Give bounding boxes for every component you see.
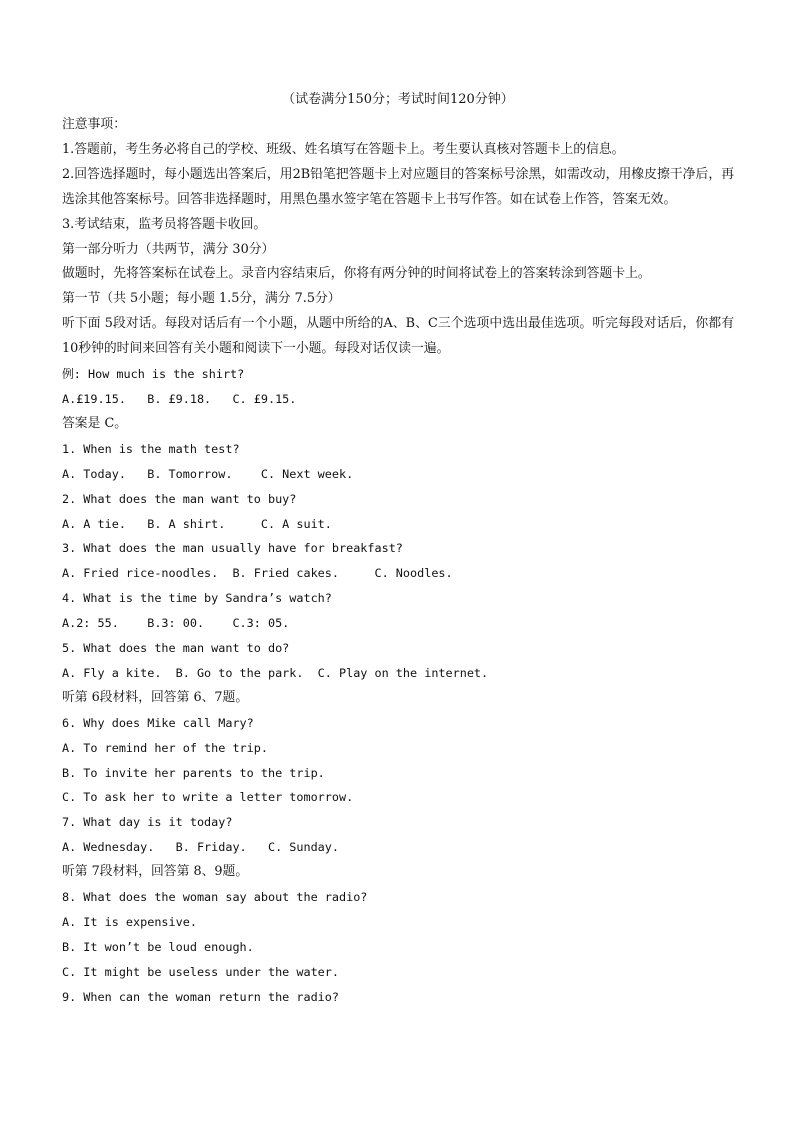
question-5-options: A. Fly a kite. B. Go to the park. C. Play on the internet. — [62, 665, 489, 680]
example-answer: 答案是 C。 — [62, 415, 128, 431]
exam-page — [62, 88, 734, 1010]
exam-header: （试卷满分150分；考试时间120分钟） — [282, 92, 514, 107]
notice-title: 注意事项： — [62, 117, 126, 132]
notice-item-2: 2.回答选择题时，每小题选出答案后，用2B铅笔把答题卡上对应题目的答案标号涂黑，如需改动，用橡皮擦干净后，再选涂其他答案标号。回答非选择题时，用黑色墨水签字笔在答题卡上书写作答。如在试卷上作答，答案无效。 — [62, 166, 734, 207]
example-question: 例: How much is the shirt? — [62, 367, 245, 382]
question-4-options: A.2: 55. B.3: 00. C.3: 05. — [62, 616, 290, 631]
question-1: 1. When is the math test? — [62, 441, 240, 456]
notice-item-3: 3.考试结束，监考员将答题卡收回。 — [62, 216, 267, 232]
part1-title: 第一部分听力（共两节，满分 30分） — [62, 241, 275, 257]
question-9: 9. When can the woman return the radio? — [62, 989, 339, 1004]
question-7-options: A. Wednesday. B. Friday. C. Sunday. — [62, 840, 339, 855]
question-8-option-a: A. It is expensive. — [62, 915, 197, 929]
question-6-option-a: A. To remind her of the trip. — [62, 740, 268, 755]
passage-6-instruction: 听第 6段材料，回答第 6、7题。 — [62, 689, 249, 705]
section1-title: 第一节（共 5小题；每小题 1.5分，满分 7.5分） — [62, 291, 341, 307]
question-2-options: A. A tie. B. A shirt. C. A suit. — [62, 516, 332, 531]
example-options: A.£19.15. B. £9.18. C. £9.15. — [62, 391, 297, 406]
question-8: 8. What does the woman say about the radio? — [62, 890, 368, 905]
question-7: 7. What day is it today? — [62, 815, 233, 830]
question-6-option-c: C. To ask her to write a letter tomorrow. — [62, 790, 354, 805]
section1-instruction: 听下面 5段对话。每段对话后有一个小题，从题中所给的A、B、C三个选项中选出最佳选项。听完每段对话后，你都有 10秒钟的时间来回答有关小题和阅读下一小题。每段对话仅读一遍。 — [62, 316, 734, 357]
notice-item-1: 1.答题前，考生务必将自己的学校、班级、姓名填写在答题卡上。考生要认真核对答题卡上的信息。 — [62, 141, 625, 157]
question-3-options: A. Fried rice-noodles. B. Fried cakes. C. Noodles. — [62, 566, 453, 581]
question-8-option-b: B. It won’t be loud enough. — [62, 939, 254, 954]
part1-instruction: 做题时，先将答案标在试卷上。录音内容结束后，你将有两分钟的时间将试卷上的答案转涂到答题卡上。 — [62, 266, 651, 282]
passage-7-instruction: 听第 7段材料，回答第 8、9题。 — [62, 864, 249, 880]
question-6: 6. Why does Mike call Mary? — [62, 715, 254, 730]
question-1-options: A. Today. B. Tomorrow. C. Next week. — [62, 466, 354, 481]
question-6-option-b: B. To invite her parents to the trip. — [62, 765, 325, 780]
question-4: 4. What is the time by Sandra’s watch? — [62, 591, 332, 606]
question-5: 5. What does the man want to do? — [62, 641, 290, 656]
question-2: 2. What does the man want to buy? — [62, 491, 297, 506]
question-3: 3. What does the man usually have for breakfast? — [62, 541, 403, 556]
question-8-option-c: C. It might be useless under the water. — [62, 964, 339, 979]
